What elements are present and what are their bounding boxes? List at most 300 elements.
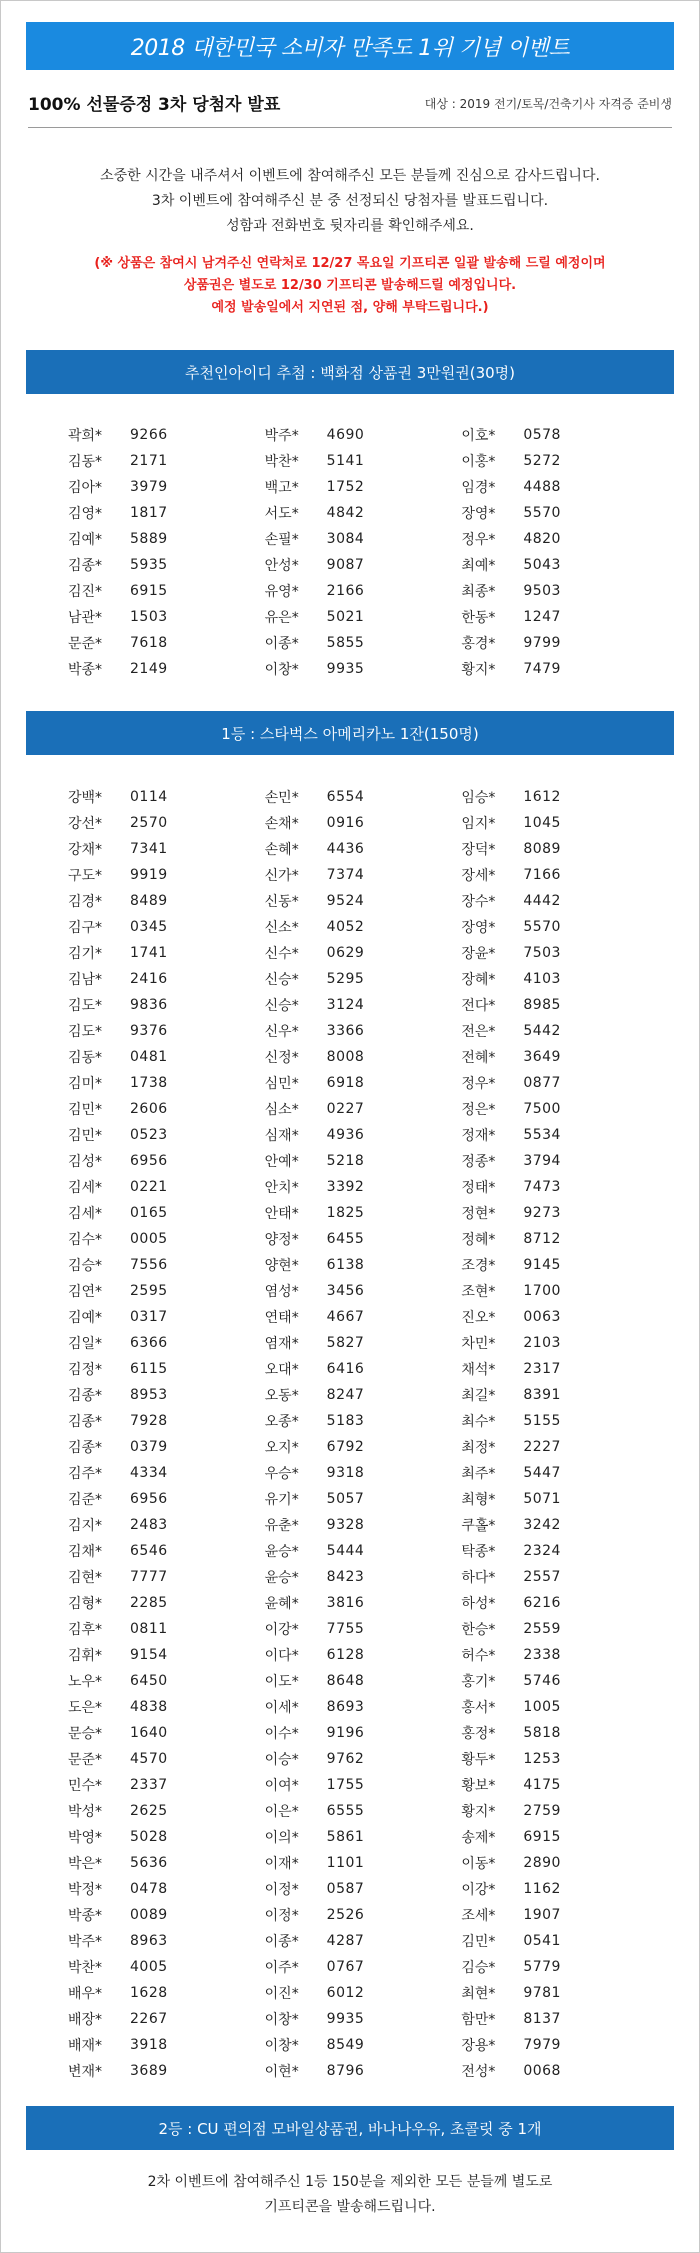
winner-name: 이다* bbox=[264, 1648, 299, 1664]
winner-name: 박정* bbox=[68, 1882, 103, 1898]
winner-name: 최주* bbox=[461, 1466, 496, 1482]
winner-phone-digits: 4103 bbox=[523, 971, 561, 987]
winner-phone-digits: 7928 bbox=[130, 1413, 168, 1429]
winner-phone-digits: 1825 bbox=[326, 1205, 365, 1221]
winner-name: 이종* bbox=[264, 1934, 299, 1950]
winner-entry bbox=[461, 474, 658, 500]
winner-phone-digits: 3794 bbox=[523, 1153, 561, 1169]
winner-name: 안예* bbox=[264, 1154, 299, 1170]
winner-name: 이진* bbox=[264, 1986, 299, 2002]
intro-text bbox=[28, 164, 672, 239]
winner-phone-digits: 3456 bbox=[326, 1283, 365, 1299]
winner-name: 김종* bbox=[68, 558, 103, 574]
winner-name: 김준* bbox=[68, 1492, 103, 1508]
winner-name: 강선* bbox=[68, 816, 103, 832]
winner-phone-digits: 7374 bbox=[326, 867, 365, 883]
winner-grid-recommender bbox=[68, 422, 658, 682]
winner-entry bbox=[68, 1018, 265, 1044]
winner-name: 정재* bbox=[461, 1128, 496, 1144]
winner-name: 신정* bbox=[264, 1050, 299, 1066]
winner-entry bbox=[265, 1174, 462, 1200]
winner-phone-digits: 9145 bbox=[523, 1257, 561, 1273]
winner-phone-digits: 0345 bbox=[130, 919, 168, 935]
winner-name: 김미* bbox=[68, 1076, 103, 1092]
winner-name: 김기* bbox=[68, 946, 103, 962]
winner-name: 정현* bbox=[461, 1206, 496, 1222]
winner-name: 서도* bbox=[264, 506, 299, 522]
winner-name: 한동* bbox=[461, 610, 496, 626]
winner-entry bbox=[461, 1902, 658, 1928]
winner-phone-digits: 3242 bbox=[523, 1517, 561, 1533]
winner-entry bbox=[265, 1772, 462, 1798]
winner-name: 조현* bbox=[461, 1284, 496, 1300]
winner-name: 박영* bbox=[68, 1830, 103, 1846]
winner-entry bbox=[461, 2006, 658, 2032]
winner-phone-digits: 7777 bbox=[130, 1569, 168, 1585]
winner-phone-digits: 6792 bbox=[326, 1439, 365, 1455]
winner-name: 구도* bbox=[68, 868, 103, 884]
header-divider bbox=[28, 127, 672, 128]
winner-entry bbox=[265, 992, 462, 1018]
winner-phone-digits: 3084 bbox=[326, 531, 365, 547]
winner-name: 이정* bbox=[264, 1908, 299, 1924]
winner-entry bbox=[68, 422, 265, 448]
winner-entry bbox=[68, 1070, 265, 1096]
event-title: 2018 대한민국 소비자 만족도 1위 기념 이벤트 bbox=[130, 35, 570, 61]
winner-name: 조세* bbox=[461, 1908, 496, 1924]
winner-name: 김세* bbox=[68, 1206, 103, 1222]
winner-name: 임승* bbox=[461, 790, 496, 806]
winner-name: 전은* bbox=[461, 1024, 496, 1040]
winner-entry bbox=[461, 1642, 658, 1668]
winner-phone-digits: 1738 bbox=[130, 1075, 168, 1091]
winner-name: 강백* bbox=[68, 790, 103, 806]
winner-name: 홍서* bbox=[461, 1700, 496, 1716]
winner-phone-digits: 6915 bbox=[523, 1829, 561, 1845]
winner-entry bbox=[265, 552, 462, 578]
winner-phone-digits: 4842 bbox=[326, 505, 365, 521]
winner-entry bbox=[461, 1798, 658, 1824]
winner-entry bbox=[461, 1382, 658, 1408]
winner-phone-digits: 5183 bbox=[326, 1413, 365, 1429]
winner-entry bbox=[461, 1122, 658, 1148]
winner-phone-digits: 1752 bbox=[326, 479, 365, 495]
winner-phone-digits: 9524 bbox=[326, 893, 365, 909]
winner-name: 김영* bbox=[68, 506, 103, 522]
winner-phone-digits: 9266 bbox=[130, 427, 168, 443]
winner-phone-digits: 7166 bbox=[523, 867, 561, 883]
winner-name: 송제* bbox=[461, 1830, 496, 1846]
winner-name: 장윤* bbox=[461, 946, 496, 962]
winner-phone-digits: 0379 bbox=[130, 1439, 168, 1455]
winner-entry bbox=[68, 1720, 265, 1746]
winner-name: 박주* bbox=[264, 428, 299, 444]
winner-phone-digits: 4052 bbox=[326, 919, 365, 935]
winner-phone-digits: 7500 bbox=[523, 1101, 561, 1117]
winner-entry bbox=[68, 1460, 265, 1486]
winner-phone-digits: 1503 bbox=[130, 609, 168, 625]
winner-name: 이세* bbox=[264, 1700, 299, 1716]
winner-entry bbox=[461, 1070, 658, 1096]
winner-phone-digits: 6956 bbox=[130, 1491, 168, 1507]
winner-entry bbox=[461, 940, 658, 966]
winner-phone-digits: 5855 bbox=[326, 635, 365, 651]
winner-grid-first-prize bbox=[68, 784, 658, 2084]
winner-entry bbox=[68, 1824, 265, 1850]
winner-phone-digits: 6546 bbox=[130, 1543, 168, 1559]
winner-entry bbox=[68, 2058, 265, 2084]
winner-phone-digits: 7341 bbox=[130, 841, 168, 857]
winner-name: 함만* bbox=[461, 2012, 496, 2028]
winner-name: 최수* bbox=[461, 1414, 496, 1430]
winner-name: 김일* bbox=[68, 1336, 103, 1352]
winner-name: 이창* bbox=[264, 2038, 299, 2054]
winner-phone-digits: 3392 bbox=[326, 1179, 365, 1195]
intro-line: 3차 이벤트에 참여해주신 분 중 선정되신 당첨자를 발표드립니다. bbox=[151, 193, 549, 209]
winner-phone-digits: 9376 bbox=[130, 1023, 168, 1039]
winner-name: 김세* bbox=[68, 1180, 103, 1196]
winner-entry bbox=[265, 1486, 462, 1512]
winner-name: 정은* bbox=[461, 1102, 496, 1118]
winner-phone-digits: 2337 bbox=[130, 1777, 168, 1793]
winner-entry bbox=[461, 1980, 658, 2006]
winner-phone-digits: 7503 bbox=[523, 945, 561, 961]
winner-entry bbox=[461, 1512, 658, 1538]
winner-phone-digits: 5827 bbox=[326, 1335, 365, 1351]
winner-entry bbox=[461, 448, 658, 474]
winner-phone-digits: 3649 bbox=[523, 1049, 561, 1065]
winner-name: 이도* bbox=[264, 1674, 299, 1690]
winner-phone-digits: 5218 bbox=[326, 1153, 365, 1169]
winner-name: 안성* bbox=[264, 558, 299, 574]
winner-phone-digits: 9935 bbox=[326, 2011, 365, 2027]
winner-phone-digits: 6915 bbox=[130, 583, 168, 599]
winner-name: 윤승* bbox=[264, 1570, 299, 1586]
winner-name: 김승* bbox=[68, 1258, 103, 1274]
winner-phone-digits: 1741 bbox=[130, 945, 168, 961]
winner-phone-digits: 8985 bbox=[523, 997, 561, 1013]
winner-name: 김후* bbox=[68, 1622, 103, 1638]
winner-phone-digits: 5889 bbox=[130, 531, 168, 547]
winner-name: 오지* bbox=[264, 1440, 299, 1456]
winner-entry bbox=[265, 1226, 462, 1252]
winner-entry bbox=[68, 604, 265, 630]
winner-entry bbox=[265, 1668, 462, 1694]
winner-entry bbox=[68, 526, 265, 552]
winner-entry bbox=[68, 1850, 265, 1876]
winner-entry bbox=[68, 862, 265, 888]
winner-phone-digits: 0811 bbox=[130, 1621, 168, 1637]
winner-name: 하성* bbox=[461, 1596, 496, 1612]
winner-entry bbox=[68, 474, 265, 500]
section-header-second-prize bbox=[26, 2106, 674, 2150]
winner-phone-digits: 8008 bbox=[326, 1049, 365, 1065]
winner-phone-digits: 3979 bbox=[130, 479, 168, 495]
winner-name: 문준* bbox=[68, 636, 103, 652]
winner-phone-digits: 0523 bbox=[130, 1127, 168, 1143]
winner-phone-digits: 2103 bbox=[523, 1335, 561, 1351]
winner-name: 윤승* bbox=[264, 1544, 299, 1560]
winner-entry bbox=[461, 1824, 658, 1850]
winner-name: 유기* bbox=[264, 1492, 299, 1508]
winner-entry bbox=[461, 810, 658, 836]
winner-entry bbox=[265, 1070, 462, 1096]
winner-entry bbox=[265, 1642, 462, 1668]
winner-name: 강채* bbox=[68, 842, 103, 858]
winner-phone-digits: 2595 bbox=[130, 1283, 168, 1299]
winner-entry bbox=[68, 1902, 265, 1928]
winner-phone-digits: 9087 bbox=[326, 557, 365, 573]
winner-name: 정우* bbox=[461, 532, 496, 548]
winner-entry bbox=[461, 966, 658, 992]
winner-name: 홍경* bbox=[461, 636, 496, 652]
winner-entry bbox=[461, 914, 658, 940]
winner-entry bbox=[461, 2058, 658, 2084]
winner-name: 이재* bbox=[264, 1856, 299, 1872]
winner-name: 신우* bbox=[264, 1024, 299, 1040]
winner-entry bbox=[461, 862, 658, 888]
winner-phone-digits: 8391 bbox=[523, 1387, 561, 1403]
winner-entry bbox=[68, 1694, 265, 1720]
winner-name: 이여* bbox=[264, 1778, 299, 1794]
winner-phone-digits: 6012 bbox=[326, 1985, 365, 2001]
winner-entry bbox=[265, 604, 462, 630]
winner-phone-digits: 4334 bbox=[130, 1465, 168, 1481]
winner-name: 임지* bbox=[461, 816, 496, 832]
section-title: 2등 : CU 편의점 모바일상품권, 바나나우유, 초콜릿 중 1개 bbox=[158, 2119, 542, 2138]
winner-name: 장영* bbox=[461, 920, 496, 936]
winner-entry bbox=[68, 888, 265, 914]
winner-phone-digits: 8648 bbox=[326, 1673, 365, 1689]
winner-name: 이동* bbox=[461, 1856, 496, 1872]
winner-entry bbox=[265, 1460, 462, 1486]
winner-phone-digits: 1005 bbox=[523, 1699, 561, 1715]
winner-entry bbox=[461, 1850, 658, 1876]
winner-phone-digits: 6128 bbox=[326, 1647, 365, 1663]
winner-phone-digits: 1907 bbox=[523, 1907, 561, 1923]
winner-phone-digits: 4442 bbox=[523, 893, 561, 909]
winner-entry bbox=[265, 2032, 462, 2058]
winner-phone-digits: 1700 bbox=[523, 1283, 561, 1299]
winner-entry bbox=[461, 2032, 658, 2058]
winner-phone-digits: 9935 bbox=[326, 661, 365, 677]
winner-phone-digits: 5570 bbox=[523, 919, 561, 935]
winner-entry bbox=[461, 500, 658, 526]
winner-name: 신승* bbox=[264, 998, 299, 1014]
winner-phone-digits: 0005 bbox=[130, 1231, 168, 1247]
winner-entry bbox=[265, 1044, 462, 1070]
winner-entry bbox=[68, 1252, 265, 1278]
winner-entry bbox=[68, 1512, 265, 1538]
winner-entry bbox=[265, 1902, 462, 1928]
winner-name: 문준* bbox=[68, 1752, 103, 1768]
winner-name: 오대* bbox=[264, 1362, 299, 1378]
winner-entry bbox=[265, 940, 462, 966]
winner-entry bbox=[461, 992, 658, 1018]
winner-entry bbox=[68, 1590, 265, 1616]
winner-phone-digits: 6956 bbox=[130, 1153, 168, 1169]
winner-phone-digits: 5071 bbox=[523, 1491, 561, 1507]
winner-phone-digits: 2324 bbox=[523, 1543, 561, 1559]
winner-name: 김종* bbox=[68, 1388, 103, 1404]
winner-phone-digits: 8796 bbox=[326, 2063, 365, 2079]
winner-entry bbox=[68, 1148, 265, 1174]
winner-name: 이정* bbox=[264, 1882, 299, 1898]
winner-phone-digits: 8247 bbox=[326, 1387, 365, 1403]
winner-name: 우승* bbox=[264, 1466, 299, 1482]
winner-entry bbox=[461, 578, 658, 604]
winner-name: 김종* bbox=[68, 1414, 103, 1430]
winner-entry bbox=[265, 1304, 462, 1330]
winner-phone-digits: 8953 bbox=[130, 1387, 168, 1403]
winner-entry bbox=[265, 1330, 462, 1356]
winner-name: 김지* bbox=[68, 1518, 103, 1534]
winner-name: 심민* bbox=[264, 1076, 299, 1092]
winner-entry bbox=[461, 1174, 658, 1200]
winner-phone-digits: 9328 bbox=[326, 1517, 365, 1533]
winner-name: 이은* bbox=[264, 1804, 299, 1820]
winner-entry bbox=[265, 888, 462, 914]
outro-line: 2차 이벤트에 참여해주신 1등 150분을 제외한 모든 분들께 별도로 bbox=[147, 2174, 553, 2190]
winner-phone-digits: 2317 bbox=[523, 1361, 561, 1377]
winner-name: 배우* bbox=[68, 1986, 103, 2002]
winner-entry bbox=[265, 1980, 462, 2006]
winner-phone-digits: 2606 bbox=[130, 1101, 168, 1117]
winner-name: 김예* bbox=[68, 532, 103, 548]
winner-phone-digits: 5818 bbox=[523, 1725, 561, 1741]
winner-phone-digits: 4838 bbox=[130, 1699, 168, 1715]
winner-phone-digits: 7473 bbox=[523, 1179, 561, 1195]
winner-name: 김현* bbox=[68, 1570, 103, 1586]
winner-name: 김민* bbox=[68, 1128, 103, 1144]
winner-name: 이수* bbox=[264, 1726, 299, 1742]
winner-name: 홍기* bbox=[461, 1674, 496, 1690]
winner-name: 장수* bbox=[461, 894, 496, 910]
winner-phone-digits: 1253 bbox=[523, 1751, 561, 1767]
winner-phone-digits: 9503 bbox=[523, 583, 561, 599]
winner-name: 이승* bbox=[264, 1752, 299, 1768]
winner-name: 연태* bbox=[264, 1310, 299, 1326]
winner-phone-digits: 6216 bbox=[523, 1595, 561, 1611]
winner-phone-digits: 0068 bbox=[523, 2063, 561, 2079]
winner-name: 정혜* bbox=[461, 1232, 496, 1248]
winner-entry bbox=[68, 940, 265, 966]
winner-name: 김민* bbox=[68, 1102, 103, 1118]
winner-phone-digits: 2526 bbox=[326, 1907, 365, 1923]
winner-name: 김아* bbox=[68, 480, 103, 496]
winner-phone-digits: 0767 bbox=[326, 1959, 365, 1975]
outro-text bbox=[28, 2170, 672, 2220]
winner-entry bbox=[265, 1382, 462, 1408]
winner-phone-digits: 2759 bbox=[523, 1803, 561, 1819]
winner-name: 임경* bbox=[461, 480, 496, 496]
winner-entry bbox=[265, 1200, 462, 1226]
winner-name: 도은* bbox=[68, 1700, 103, 1716]
winner-phone-digits: 5447 bbox=[523, 1465, 561, 1481]
winner-entry bbox=[265, 1928, 462, 1954]
winner-entry bbox=[461, 422, 658, 448]
winner-name: 유춘* bbox=[264, 1518, 299, 1534]
winner-name: 장혜* bbox=[461, 972, 496, 988]
winner-entry bbox=[461, 1044, 658, 1070]
winner-entry bbox=[265, 1538, 462, 1564]
winner-name: 김동* bbox=[68, 1050, 103, 1066]
winner-name: 한승* bbox=[461, 1622, 496, 1638]
winner-name: 김남* bbox=[68, 972, 103, 988]
winner-entry bbox=[265, 474, 462, 500]
winner-entry bbox=[461, 1720, 658, 1746]
winner-name: 김채* bbox=[68, 1544, 103, 1560]
winner-entry bbox=[461, 1434, 658, 1460]
winner-phone-digits: 2166 bbox=[326, 583, 365, 599]
winner-entry bbox=[265, 1590, 462, 1616]
winner-name: 박종* bbox=[68, 662, 103, 678]
winner-phone-digits: 5636 bbox=[130, 1855, 168, 1871]
winner-name: 박성* bbox=[68, 1804, 103, 1820]
winner-phone-digits: 0478 bbox=[130, 1881, 168, 1897]
winner-phone-digits: 6450 bbox=[130, 1673, 168, 1689]
winner-name: 최길* bbox=[461, 1388, 496, 1404]
winner-entry bbox=[265, 500, 462, 526]
winner-name: 전혜* bbox=[461, 1050, 496, 1066]
winner-entry bbox=[265, 1018, 462, 1044]
winner-entry bbox=[461, 1486, 658, 1512]
winner-entry bbox=[68, 2006, 265, 2032]
winner-phone-digits: 0877 bbox=[523, 1075, 561, 1091]
winner-name: 이주* bbox=[264, 1960, 299, 1976]
winner-phone-digits: 8712 bbox=[523, 1231, 561, 1247]
intro-line: 소중한 시간을 내주셔서 이벤트에 참여해주신 모든 분들께 진심으로 감사드립니다. bbox=[100, 168, 600, 184]
section-header-recommender bbox=[26, 350, 674, 394]
winner-phone-digits: 8693 bbox=[326, 1699, 365, 1715]
winner-name: 신수* bbox=[264, 946, 299, 962]
winner-phone-digits: 7979 bbox=[523, 2037, 561, 2053]
winner-phone-digits: 5935 bbox=[130, 557, 168, 573]
winner-phone-digits: 2483 bbox=[130, 1517, 168, 1533]
winner-entry bbox=[68, 630, 265, 656]
winner-entry bbox=[461, 1278, 658, 1304]
winner-entry bbox=[68, 1616, 265, 1642]
winner-name: 김종* bbox=[68, 1440, 103, 1456]
event-title-banner bbox=[26, 22, 674, 70]
winner-phone-digits: 4690 bbox=[326, 427, 365, 443]
winner-name: 배장* bbox=[68, 2012, 103, 2028]
winner-name: 이강* bbox=[461, 1882, 496, 1898]
winner-name: 김진* bbox=[68, 584, 103, 600]
winner-phone-digits: 3124 bbox=[326, 997, 365, 1013]
winner-entry bbox=[265, 1564, 462, 1590]
notice-line: 상품권은 별도로 12/30 기프티콘 발송해드릴 예정입니다. bbox=[183, 278, 517, 293]
winner-entry bbox=[461, 1226, 658, 1252]
winner-entry bbox=[265, 422, 462, 448]
winner-entry bbox=[265, 784, 462, 810]
winner-name: 이강* bbox=[264, 1622, 299, 1638]
winner-phone-digits: 4287 bbox=[326, 1933, 365, 1949]
winner-name: 오종* bbox=[264, 1414, 299, 1430]
winner-name: 김정* bbox=[68, 1362, 103, 1378]
winner-name: 진오* bbox=[461, 1310, 496, 1326]
winner-entry bbox=[68, 1434, 265, 1460]
winner-name: 황지* bbox=[461, 1804, 496, 1820]
winner-phone-digits: 9154 bbox=[130, 1647, 168, 1663]
winner-name: 신동* bbox=[264, 894, 299, 910]
winner-name: 최예* bbox=[461, 558, 496, 574]
winner-entry bbox=[265, 630, 462, 656]
winner-entry bbox=[68, 1954, 265, 1980]
winner-name: 황지* bbox=[461, 662, 496, 678]
winner-name: 조경* bbox=[461, 1258, 496, 1274]
winner-entry bbox=[461, 888, 658, 914]
